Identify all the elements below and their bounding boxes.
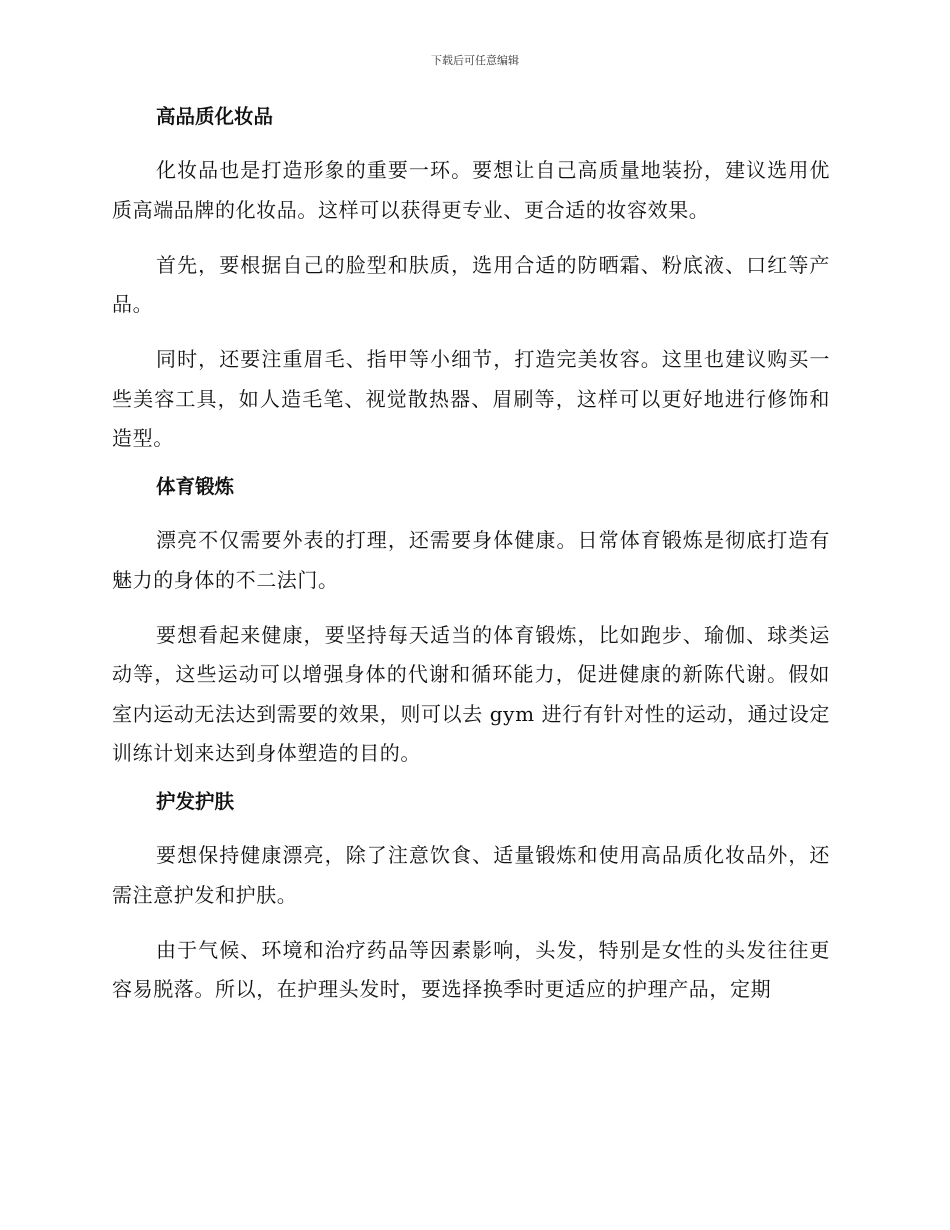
section-hair-skin-care xyxy=(112,789,830,1010)
paragraph: 化妆品也是打造形象的重要一环。要想让自己高质量地装扮，建议选用优质高端品牌的化妆品。这样可以获得更专业、更合适的妆容效果。 xyxy=(112,158,830,222)
paragraph: 漂亮不仅需要外表的打理，还需要身体健康。日常体育锻炼是彻底打造有魅力的身体的不二法门。 xyxy=(112,528,830,592)
page-header: 下载后可任意编辑 xyxy=(431,54,519,67)
paragraph: 要想看起来健康，要坚持每天适当的体育锻炼，比如跑步、瑜伽、球类运动等，这些运动可以增强身体的代谢和循环能力，促进健康的新陈代谢。假如室内运动无法达到需要的效果，则可以去 gym 进行有针对性的运动，通过设定训练计划来达到身体塑造的目的。 xyxy=(112,622,830,765)
paragraph: 首先，要根据自己的脸型和肤质，选用合适的防晒霜、粉底液、口红等产品。 xyxy=(112,252,830,316)
section-heading: 体育锻炼 xyxy=(156,475,235,498)
document-body xyxy=(112,104,830,1025)
paragraph: 要想保持健康漂亮，除了注意饮食、适量锻炼和使用高品质化妆品外，还需注意护发和护肤。 xyxy=(112,843,830,907)
paragraph: 由于气候、环境和治疗药品等因素影响，头发，特别是女性的头发往往更容易脱落。所以，在护理头发时，要选择换季时更适应的护理产品，定期 xyxy=(112,937,830,1001)
paragraph: 同时，还要注重眉毛、指甲等小细节，打造完美妆容。这里也建议购买一些美容工具，如人造毛笔、视觉散热器、眉刷等，这样可以更好地进行修饰和造型。 xyxy=(112,347,830,450)
section-heading: 高品质化妆品 xyxy=(156,105,274,128)
section-heading: 护发护肤 xyxy=(156,790,235,813)
section-exercise xyxy=(112,474,830,774)
section-cosmetics xyxy=(112,104,830,459)
